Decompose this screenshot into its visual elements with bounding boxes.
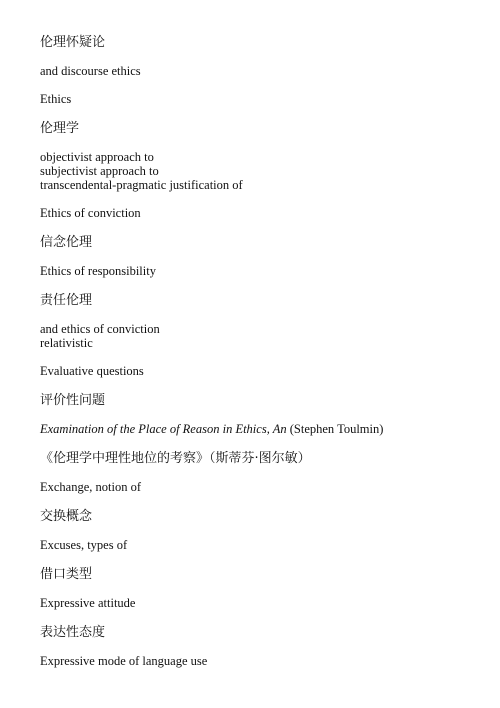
entry-line: Exchange, notion of [40, 480, 142, 494]
zh-entry-ethics-of-responsibility: 责任伦理 [40, 293, 93, 308]
entry-line: Expressive attitude [40, 596, 136, 610]
entry-line: transcendental-pragmatic justification of [40, 178, 243, 192]
en-entry-evaluative-questions [40, 364, 480, 378]
en-entry-ethics-of-responsibility [40, 264, 480, 278]
zh-entry-ethical-skepticism: 伦理怀疑论 [40, 35, 106, 50]
en-entry-discourse-ethics [40, 64, 480, 78]
zh-entry-book-title: 《伦理学中理性地位的考察》（斯蒂芬·图尔敏） [40, 451, 311, 466]
entry-line: Ethics of conviction [40, 206, 141, 220]
en-entry-responsibility-subentries [40, 322, 480, 350]
zh-entry-ethics: 伦理学 [40, 121, 80, 136]
en-entry-expressive-attitude [40, 596, 480, 610]
entry-line: relativistic [40, 336, 93, 350]
zh-entry-exchange: 交换概念 [40, 509, 93, 524]
index-page [40, 34, 480, 682]
book-title-italic: Examination of the Place of Reason in Ethics, An [40, 422, 287, 436]
zh-entry-excuses: 借口类型 [40, 567, 93, 582]
en-entry-excuses [40, 538, 480, 552]
entry-line: and ethics of conviction [40, 322, 160, 336]
zh-entry-expressive-attitude: 表达性态度 [40, 625, 106, 640]
entry-line: objectivist approach to [40, 150, 154, 164]
book-author: (Stephen Toulmin) [286, 422, 384, 436]
en-entry-ethics-of-conviction [40, 206, 480, 220]
zh-entry-ethics-of-conviction: 信念伦理 [40, 235, 93, 250]
entry-line: Ethics of responsibility [40, 264, 156, 278]
entry-line: subjectivist approach to [40, 164, 159, 178]
en-entry-exchange [40, 480, 480, 494]
zh-entry-evaluative-questions: 评价性问题 [40, 393, 106, 408]
en-entry-ethics-subentries [40, 150, 480, 192]
en-entry-expressive-mode [40, 654, 480, 668]
entry-line: and discourse ethics [40, 64, 141, 78]
entry-line: Expressive mode of language use [40, 654, 208, 668]
en-entry-book-title [40, 422, 480, 436]
entry-line: Excuses, types of [40, 538, 128, 552]
entry-line: Ethics [40, 92, 72, 106]
entry-line: Evaluative questions [40, 364, 144, 378]
en-entry-ethics [40, 92, 480, 106]
